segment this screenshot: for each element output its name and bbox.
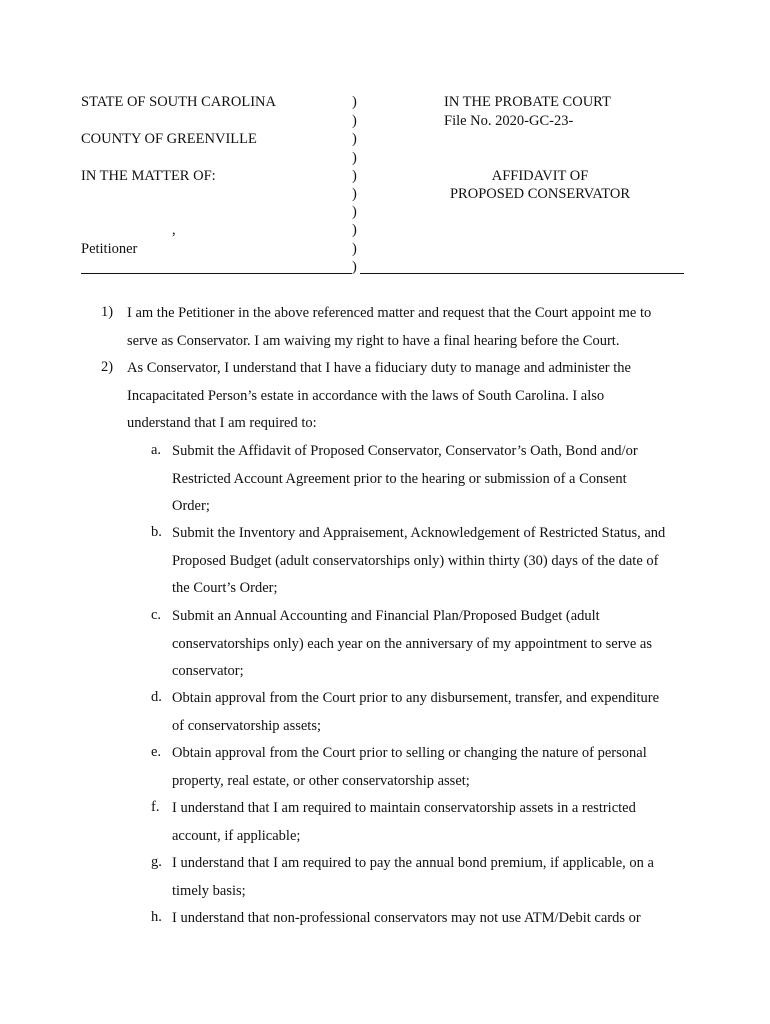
subitem-paragraph (172, 740, 702, 795)
subitem-letter: a. (151, 442, 162, 458)
caption-underline-left (81, 273, 352, 274)
paragraph-line: conservator; (172, 663, 244, 679)
paragraph-line: conservatorships only) each year on the anniversary of my appointment to serve as (172, 635, 652, 652)
subitem-letter: d. (151, 689, 162, 705)
item-number: 2) (101, 359, 114, 375)
paragraph-line: the Court’s Order; (172, 580, 278, 596)
paren-mark: ) (352, 204, 357, 220)
paren-mark: ) (352, 113, 357, 129)
subitem-letter: b. (151, 524, 162, 540)
paragraph-line: Proposed Budget (adult conservatorships only) within thirty (30) days of the date of (172, 552, 659, 569)
subitem-paragraph (172, 603, 702, 686)
paragraph-line: I understand that I am required to maintain conservatorship assets in a restricted (172, 800, 636, 816)
paragraph-line: I understand that non-professional conservators may not use ATM/Debit cards or (172, 910, 641, 926)
paragraph-line: timely basis; (172, 882, 246, 899)
paragraph-line: Incapacitated Person’s estate in accordance with the laws of South Carolina. I also (127, 387, 605, 404)
name-comma: , (172, 222, 176, 238)
paragraph-line: As Conservator, I understand that I have a fiduciary duty to manage and administer the (127, 360, 631, 376)
document-title-line-2: PROPOSED CONSERVATOR (449, 186, 630, 202)
paragraph-line: Restricted Account Agreement prior to the hearing or submission of a Consent (172, 470, 627, 487)
paren-mark: ) (352, 259, 357, 275)
paragraph-line: understand that I am required to: (127, 415, 317, 431)
paren-mark: ) (352, 150, 357, 166)
subitem-paragraph (172, 905, 702, 933)
paren-mark: ) (352, 168, 357, 184)
matter-heading: IN THE MATTER OF: (81, 168, 216, 184)
subitem-letter: e. (151, 744, 162, 760)
document-title-line-1: AFFIDAVIT OF (491, 168, 589, 184)
subitem-paragraph (172, 438, 702, 521)
paragraph-line: Submit an Annual Accounting and Financial Plan/Proposed Budget (adult (172, 608, 600, 624)
subitem-paragraph (172, 520, 702, 603)
subitem-paragraph (172, 685, 702, 740)
paren-mark: ) (352, 186, 357, 202)
subitem-letter: h. (151, 909, 162, 925)
state-heading: STATE OF SOUTH CAROLINA (81, 94, 276, 110)
file-number: File No. 2020-GC-23- (444, 113, 574, 129)
paragraph-line: serve as Conservator. I am waiving my right to have a final hearing before the Court. (127, 332, 620, 349)
item-paragraph (127, 300, 697, 355)
subitem-paragraph (172, 795, 702, 850)
paragraph-line: I understand that I am required to pay the annual bond premium, if applicable, on a (172, 855, 654, 871)
paragraph-line: Order; (172, 498, 210, 514)
paren-mark: ) (352, 131, 357, 147)
paragraph-line: Submit the Inventory and Appraisement, Acknowledgement of Restricted Status, and (172, 525, 666, 541)
paragraph-line: account, if applicable; (172, 827, 301, 844)
paren-mark: ) (352, 222, 357, 238)
court-heading: IN THE PROBATE COURT (444, 94, 611, 110)
item-number: 1) (101, 304, 114, 320)
paren-mark: ) (352, 241, 357, 257)
subitem-letter: f. (151, 799, 160, 815)
paragraph-line: Obtain approval from the Court prior to any disbursement, transfer, and expenditure (172, 690, 660, 706)
caption-underline-right (360, 273, 684, 274)
county-heading: COUNTY OF GREENVILLE (81, 131, 257, 147)
paren-mark: ) (352, 94, 357, 110)
paragraph-line: I am the Petitioner in the above referenced matter and request that the Court appoint me to (127, 305, 652, 321)
subitem-letter: c. (151, 607, 162, 623)
subitem-paragraph (172, 850, 702, 905)
item-paragraph (127, 355, 697, 438)
subitem-letter: g. (151, 854, 162, 870)
paragraph-line: Submit the Affidavit of Proposed Conservator, Conservator’s Oath, Bond and/or (172, 443, 638, 459)
paragraph-line: property, real estate, or other conservatorship asset; (172, 772, 470, 789)
paragraph-line: Obtain approval from the Court prior to selling or changing the nature of personal (172, 745, 647, 761)
petitioner-label: Petitioner (81, 241, 138, 257)
paragraph-line: of conservatorship assets; (172, 717, 321, 734)
